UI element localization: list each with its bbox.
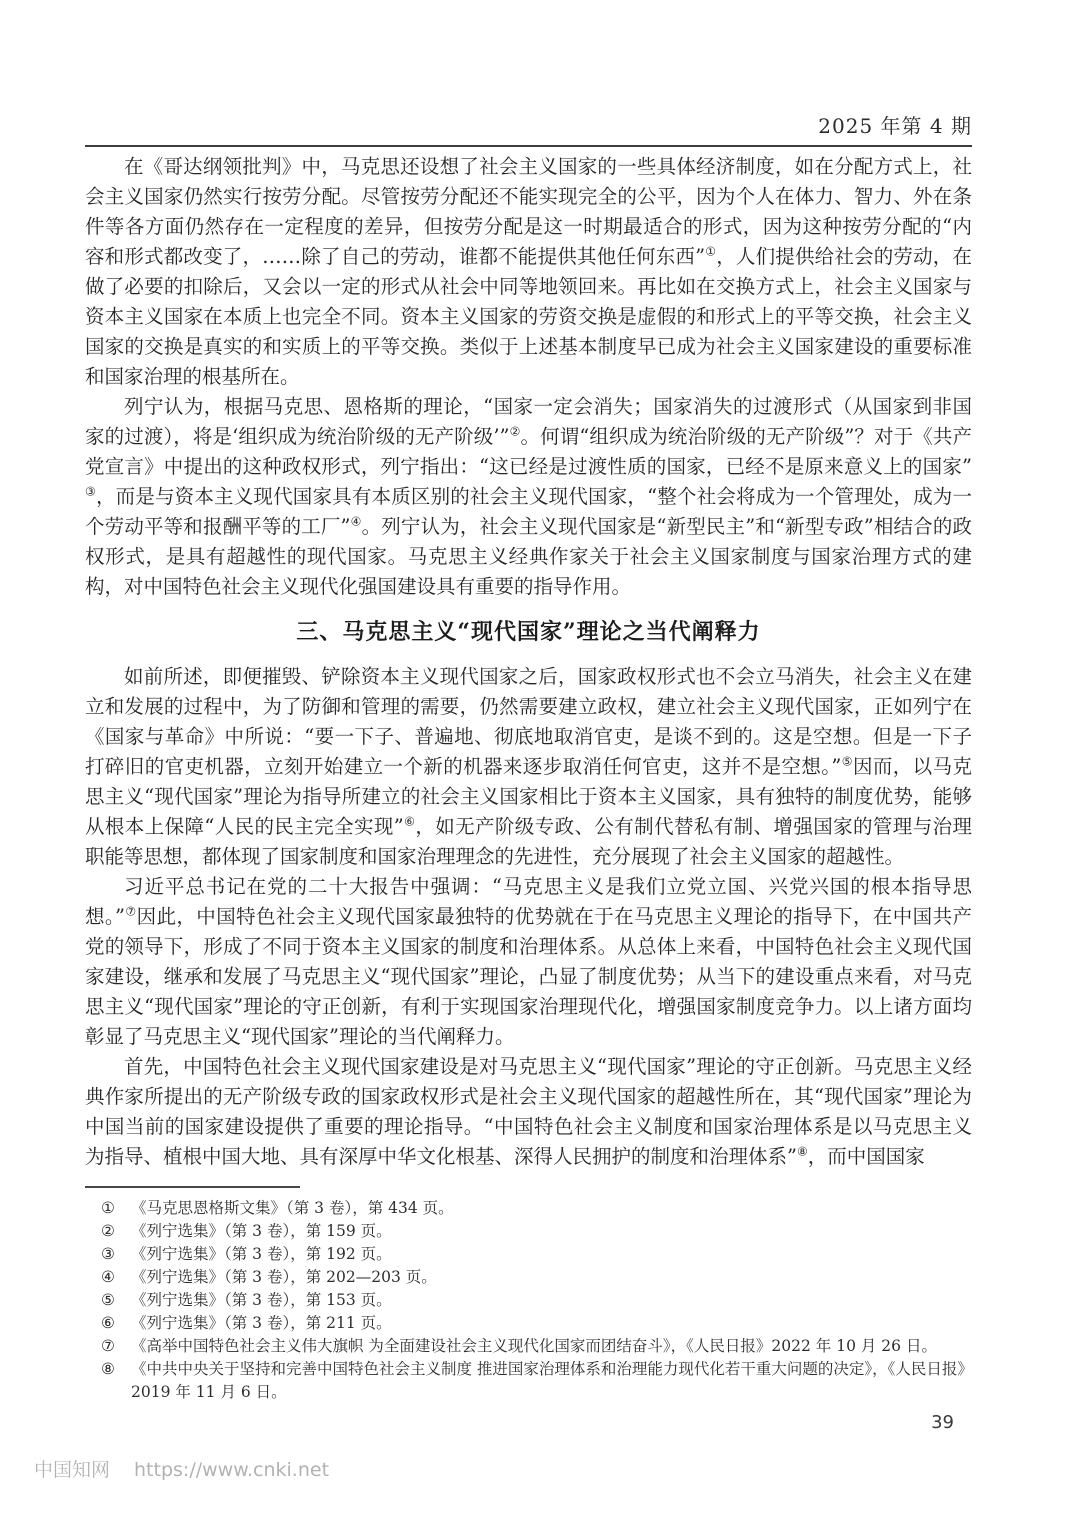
footnote-marker: ⑤ [101, 1291, 115, 1309]
footnote-marker: ② [101, 1222, 115, 1240]
cnki-url: https://www.cnki.net [134, 1459, 330, 1481]
paragraphs-before-heading [85, 152, 972, 602]
paragraph-text: ，而是与资本主义现代国家具有本质区别的社会主义现代国家，“整个社会将成为一个管理处，成为一个劳动平等和报酬平等的工厂” [85, 485, 972, 538]
footnote [101, 1335, 972, 1358]
section-heading: 三、马克思主义“现代国家”理论之当代阐释力 [296, 619, 761, 645]
footnote-marker: ③ [101, 1245, 115, 1263]
paragraph-text: 习近平总书记在党的二十大报告中强调：“马克思主义是我们立党立国、兴党兴国的根本指导思想。” [85, 875, 972, 928]
footnote-text: 《列宁选集》（第 3 卷），第 202—203 页。 [131, 1268, 437, 1286]
footnote [101, 1312, 972, 1335]
footnotes-list [85, 1197, 972, 1404]
paragraph [85, 872, 972, 1052]
footnote [101, 1266, 972, 1289]
paragraph-text: ，如无产阶级专政、公有制代替私有制、增强国家的管理与治理职能等思想，都体现了国家制度和国家治理理念的先进性，充分展现了社会主义国家的超越性。 [85, 815, 972, 868]
footnote-text: 《马克思恩格斯文集》（第 3 卷），第 434 页。 [131, 1199, 454, 1217]
article-body [85, 152, 972, 1172]
footnote-ref: ② [509, 424, 521, 439]
footnote-text: 《高举中国特色社会主义伟大旗帜 为全面建设社会主义现代化国家而团结奋斗》，《人民日报》2022 年 10 月 26 日。 [131, 1337, 937, 1355]
paragraph [85, 152, 972, 392]
footnote-text: 《中共中央关于坚持和完善中国特色社会主义制度 推进国家治理体系和治理能力现代化若干重大问题的决定》，《人民日报》2019 年 11 月 6 日。 [131, 1360, 966, 1401]
footnote-marker: ① [101, 1199, 115, 1217]
footnote-ref: ① [705, 244, 717, 259]
footnote-ref: ④ [350, 514, 362, 529]
footnote-ref: ⑧ [796, 1144, 808, 1159]
page-content [85, 0, 972, 1433]
footnote-marker: ④ [101, 1268, 115, 1286]
paragraph-text: 因而，以马克思主义“现代国家”理论为指导所建立的社会主义国家相比于资本主义国家，具有独特的制度优势，能够从根本上保障“人民的民主完全实现” [85, 755, 972, 838]
paragraph-text: 如前所述，即便摧毁、铲除资本主义现代国家之后，国家政权形式也不会立马消失，社会主义在建立和发展的过程中，为了防御和管理的需要，仍然需要建立政权，建立社会主义现代国家，正如列宁在《国家与革命》中所说：“要一下子、普遍地、彻底地取消官吏，是谈不到的。这是空想。但是一下子打碎旧的官吏机器，立刻开始建立一个新的机器来逐步取消任何官吏，这并不是空想。” [85, 665, 972, 778]
paragraph [85, 1052, 972, 1172]
paragraph-text: 在《哥达纲领批判》中，马克思还设想了社会主义国家的一些具体经济制度，如在分配方式上，社会主义国家仍然实行按劳分配。尽管按劳分配还不能实现完全的公平，因为个人在体力、智力、外在条件等各方面仍然存在一定程度的差异，但按劳分配是这一时期最适合的形式，因为这种按劳分配的“内容和形式都改变了，……除了自己的劳动，谁都不能提供其他任何东西” [85, 155, 972, 268]
paragraph-text: 列宁认为，根据马克思、恩格斯的理论，“国家一定会消失；国家消失的过渡形式（从国家到非国家的过渡），将是‘组织成为统治阶级的无产阶级’” [85, 395, 972, 448]
footnote-marker: ⑧ [101, 1360, 115, 1378]
footnote-text: 《列宁选集》（第 3 卷），第 192 页。 [131, 1245, 392, 1263]
paragraph-text: 因此，中国特色社会主义现代国家最独特的优势就在于在马克思主义理论的指导下，在中国共产党的领导下，形成了不同于资本主义国家的制度和治理体系。从总体上来看，中国特色社会主义现代国家建设，继承和发展了马克思主义“现代国家”理论，凸显了制度优势；从当下的建设重点来看，对马克思主义“现代国家”理论的守正创新，有利于实现国家治理现代化，增强国家制度竞争力。以上诸方面均彰显了马克思主义“现代国家”理论的当代阐释力。 [85, 905, 972, 1048]
paragraph [85, 662, 972, 872]
footnote-marker: ⑥ [101, 1314, 115, 1332]
footnote-ref: ⑥ [403, 814, 416, 829]
footnote [101, 1243, 972, 1266]
header-rule [85, 145, 972, 147]
paragraph-text: 。列宁认为，社会主义现代国家是“新型民主”和“新型专政”相结合的政权形式，是具有超越性的现代国家。马克思主义经典作家关于社会主义国家制度与国家治理方式的建构，对中国特色社会主义现代化强国建设具有重要的指导作用。 [85, 515, 972, 598]
paragraphs-after-heading [85, 662, 972, 1172]
journal-issue-label: 2025 年第 4 期 [818, 114, 972, 138]
footnote-divider [85, 1186, 300, 1188]
footnote [101, 1289, 972, 1312]
cnki-watermark [34, 1458, 329, 1482]
footnote-text: 《列宁选集》（第 3 卷），第 211 页。 [131, 1314, 392, 1332]
paragraph-text: 首先，中国特色社会主义现代国家建设是对马克思主义“现代国家”理论的守正创新。马克思主义经典作家所提出的无产阶级专政的国家政权形式是社会主义现代国家的超越性所在，其“现代国家”理论为中国当前的国家建设提供了重要的理论指导。“中国特色社会主义制度和国家治理体系是以马克思主义为指导、植根中国大地、具有深厚中华文化根基、深得人民拥护的制度和治理体系” [85, 1055, 972, 1168]
cnki-brand: 中国知网 [34, 1459, 111, 1481]
footnote [101, 1220, 972, 1243]
footnote-marker: ⑦ [101, 1337, 115, 1355]
footnote-ref: ⑤ [841, 754, 853, 769]
paragraph-text: 。何谓“组织成为统治阶级的无产阶级”？对于《共产党宣言》中提出的这种政权形式，列宁指出：“这已经是过渡性质的国家，已经不是原来意义上的国家” [85, 425, 972, 478]
paragraph-text: ，而中国国家 [807, 1145, 925, 1168]
footnote-text: 《列宁选集》（第 3 卷），第 153 页。 [131, 1291, 392, 1309]
page-number: 39 [931, 1412, 954, 1433]
footnote-ref: ③ [85, 484, 96, 499]
footnote [101, 1197, 972, 1220]
paragraph-text: ，人们提供给社会的劳动，在做了必要的扣除后，又会以一定的形式从社会中同等地领回来。再比如在交换方式上，社会主义国家与资本主义国家在本质上也完全不同。资本主义国家的劳资交换是虚假的和形式上的平等交换，社会主义国家的交换是真实的和实质上的平等交换。类似于上述基本制度早已成为社会主义国家建设的重要标准和国家治理的根基所在。 [85, 245, 972, 388]
footnote-text: 《列宁选集》（第 3 卷），第 159 页。 [131, 1222, 392, 1240]
footnote-ref: ⑦ [125, 904, 137, 919]
footnote [101, 1358, 972, 1404]
paragraph [85, 392, 972, 602]
